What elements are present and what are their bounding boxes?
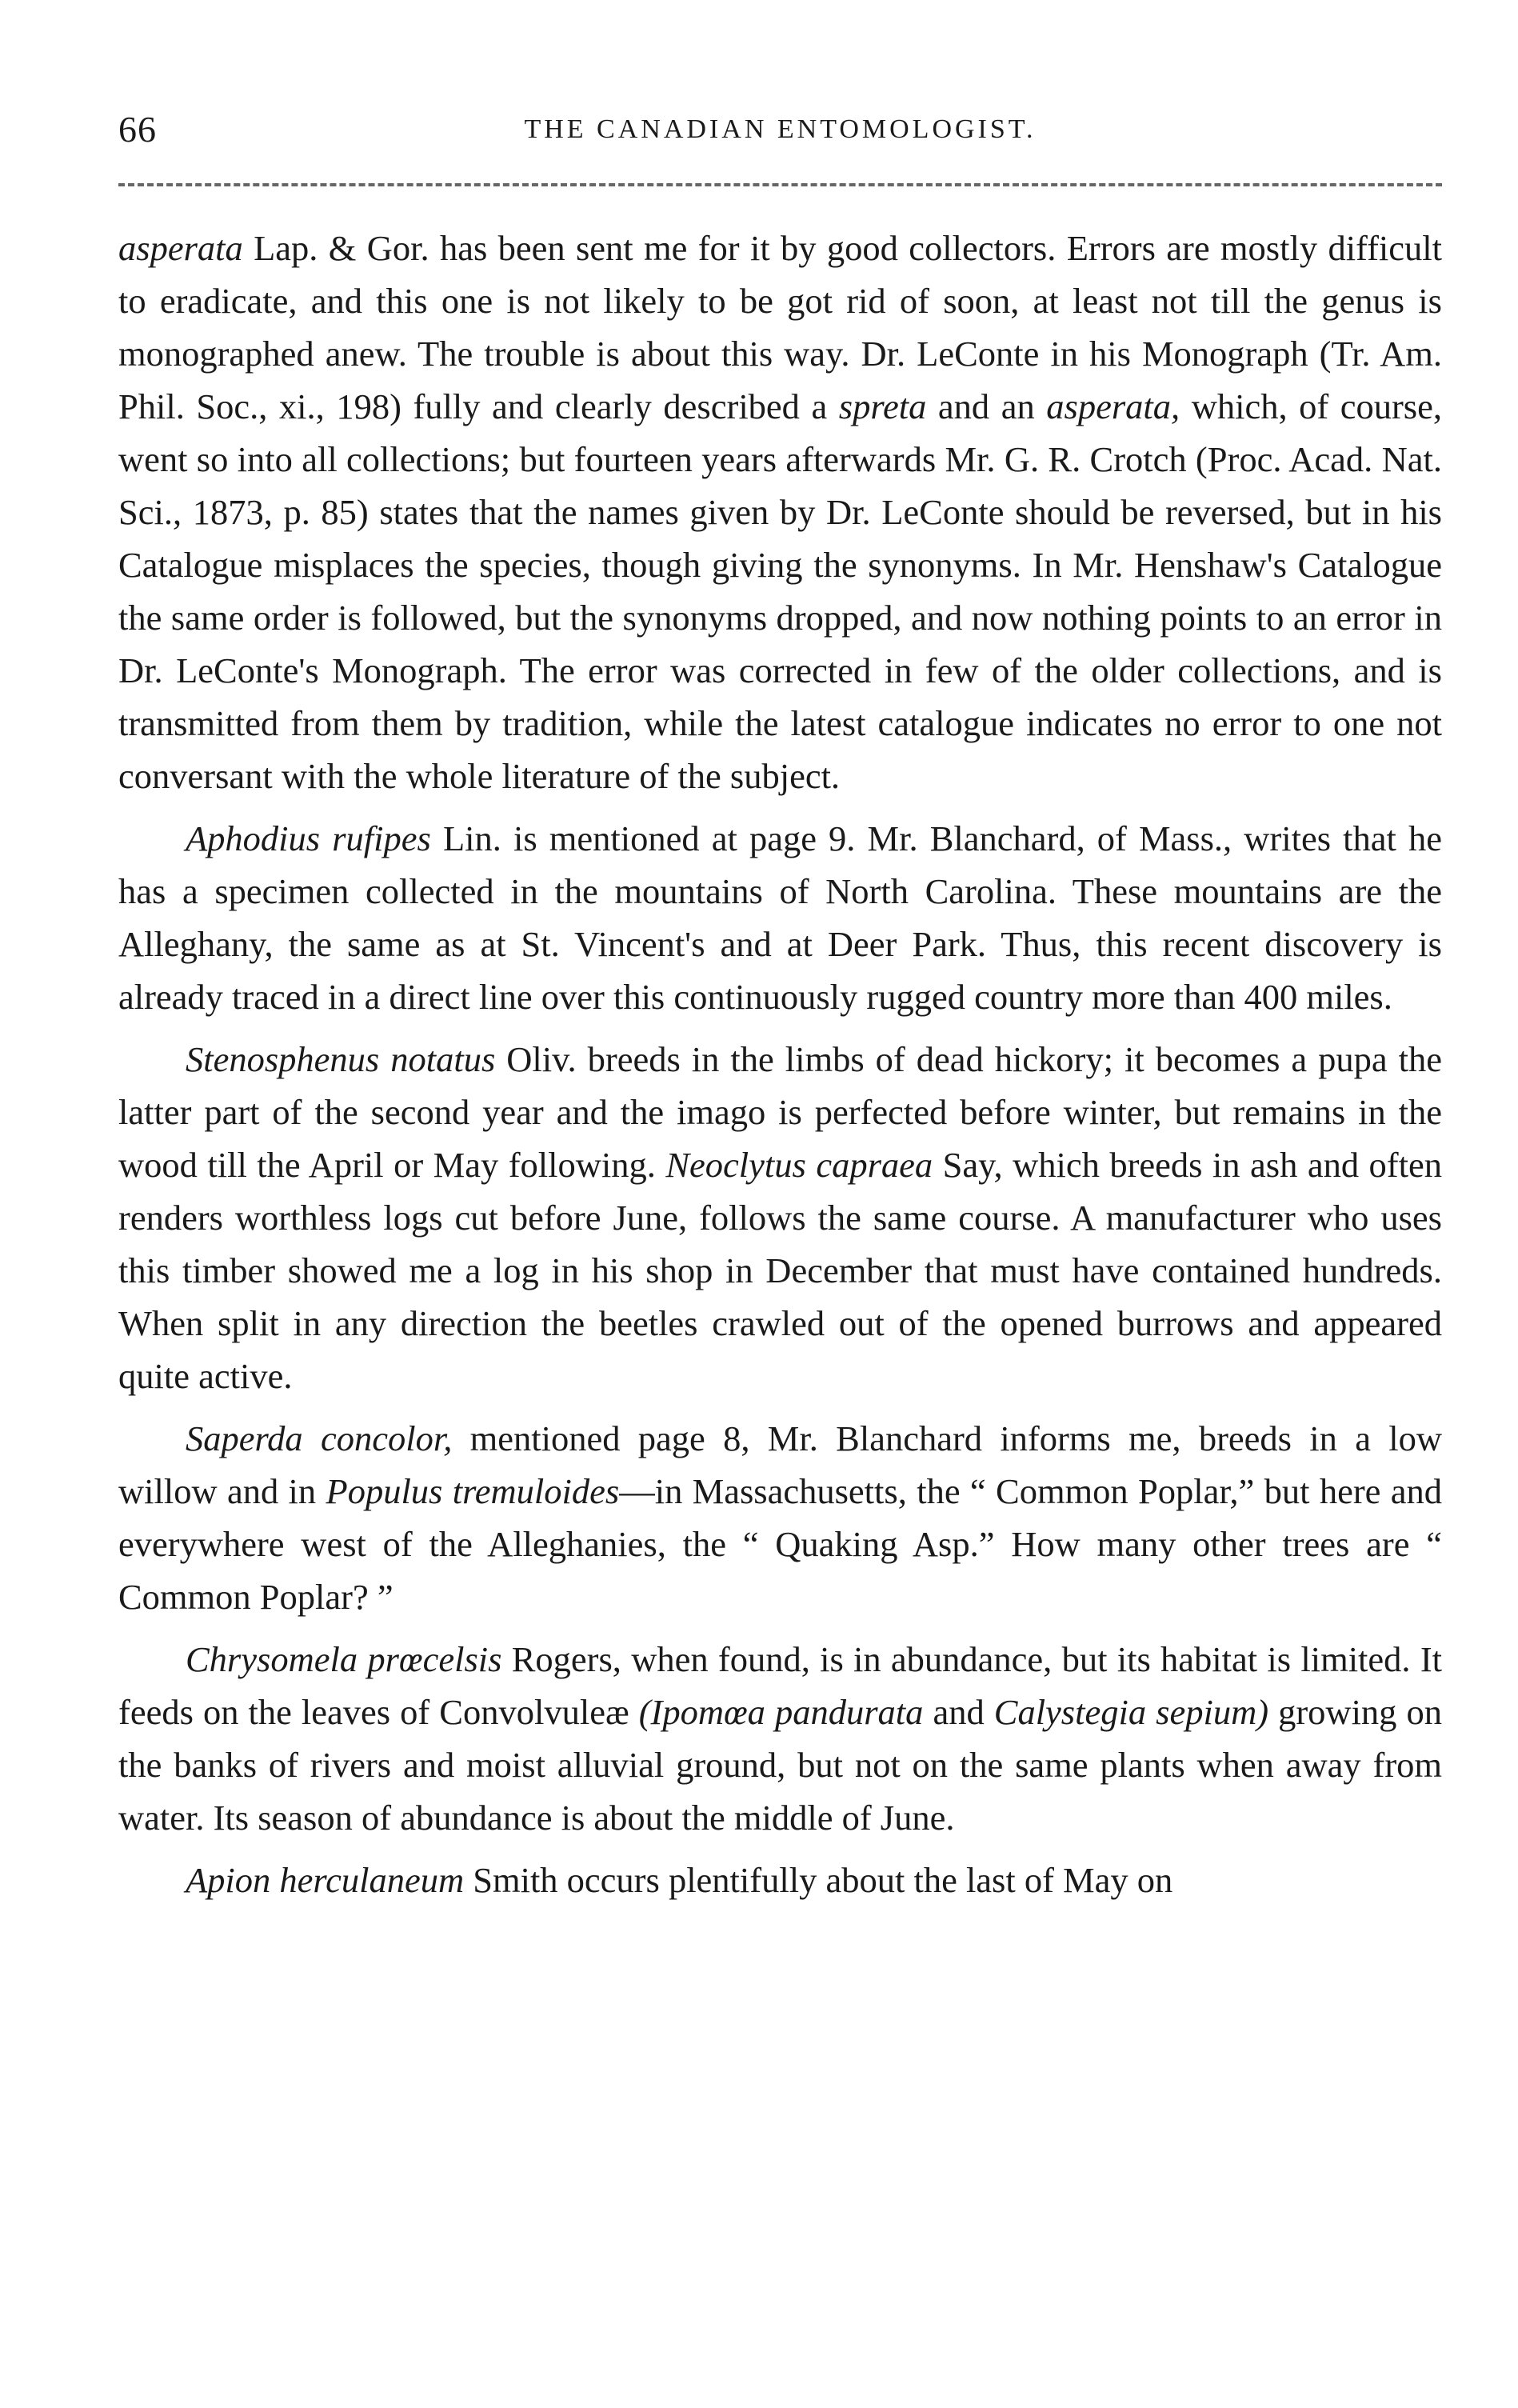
paragraph-text: mentioned page 8, Mr. Blanchard informs me, breeds in a low willow and in xyxy=(118,1418,1443,1511)
header-rule xyxy=(118,183,1442,186)
paragraph-text: and xyxy=(923,1692,994,1732)
journal-title: THE CANADIAN ENTOMOLOGIST. xyxy=(524,114,1037,144)
paragraph-text: Oliv. breeds in the limbs of dead hickory; it becomes a pupa the latter part of the second year and the imago is perfected before winter, but remains in the wood till the April or May following. xyxy=(118,1039,1442,1185)
italic-name: (Ipomœa pandurata xyxy=(638,1692,924,1732)
italic-name: asperata, xyxy=(1046,386,1180,426)
italic-name: Populus tremuloides xyxy=(326,1471,620,1511)
paragraph-text: and an xyxy=(926,386,1047,426)
italic-name: Aphodius rufipes xyxy=(186,818,431,858)
italic-name: Neoclytus capraea xyxy=(665,1145,933,1185)
paragraph xyxy=(118,1412,1442,1623)
article-body xyxy=(118,222,1442,1906)
paragraph-text: which, of course, went so into all collections; but fourteen years afterwards Mr. G. R. Crotch (Proc. Acad. Nat. Sci., 1873, p. 85) states that the names given by Dr. LeConte should be reversed, but in his Catalogue misplaces the species, though giving the synonyms. In Mr. Henshaw's Catalogue the same order is followed, but the synonyms dropped, and now nothing points to an error in Dr. LeConte's Monograph. The error was corrected in few of the older collections, and is transmitted from them by tradition, while the latest catalogue indicates no error to one not conversant with the whole literature of the subject. xyxy=(118,386,1442,796)
italic-name: Apion herculaneum xyxy=(186,1860,465,1900)
page-number: 66 xyxy=(118,109,157,150)
paragraph xyxy=(118,222,1442,802)
running-head xyxy=(118,108,1442,172)
italic-name: Saperda concolor, xyxy=(186,1418,453,1458)
paragraph-text: Lap. & Gor. has been sent me for it by good collectors. Errors are mostly difficult to eradicate, and this one is not likely to be got rid of soon, at least not till the genus is monographed anew. The trouble is about this way. Dr. LeConte in his Monograph (Tr. Am. Phil. Soc., xi., 198) fully and clearly described a xyxy=(118,228,1442,426)
paragraph xyxy=(118,1033,1442,1402)
paragraph-text: Say, which breeds in ash and often renders worthless logs cut before June, follows the same course. A manufacturer who uses this timber showed me a log in his shop in December that must have contained hundreds. When split in any direction the beetles crawled out of the opened burrows and appeared quite active. xyxy=(118,1145,1442,1396)
italic-name: asperata xyxy=(118,228,243,268)
paragraph xyxy=(118,1633,1442,1844)
paragraph-text: —in Massachusetts, the “ Common Poplar,” but here and everywhere west of the Alleghanies, the “ Quaking Asp.” How many other trees are “ Common Poplar? ” xyxy=(118,1471,1443,1617)
italic-name: Calystegia sepium) xyxy=(993,1692,1269,1732)
italic-name: Stenosphenus notatus xyxy=(186,1039,496,1079)
paragraph-text: Smith occurs plentifully about the last of May on xyxy=(464,1860,1173,1900)
paragraph-text: Rogers, when found, is in abundance, but its habitat is limited. It feeds on the leaves of Convolvuleæ xyxy=(118,1639,1443,1732)
document-page xyxy=(118,108,1442,1916)
paragraph-text: growing on the banks of rivers and moist alluvial ground, but not on the same plants when away from water. Its season of abundance is about the middle of June. xyxy=(118,1692,1442,1838)
paragraph xyxy=(118,812,1442,1023)
italic-name: Chrysomela prœcelsis xyxy=(186,1639,502,1679)
paragraph-text: Lin. is mentioned at page 9. Mr. Blanchard, of Mass., writes that he has a specimen collected in the mountains of North Carolina. These mountains are the Alleghany, the same as at St. Vincent's and at Deer Park. Thus, this recent discovery is already traced in a direct line over this continuously rugged country more than 400 miles. xyxy=(118,818,1442,1017)
italic-name: spreta xyxy=(838,386,927,426)
paragraph xyxy=(118,1854,1442,1906)
